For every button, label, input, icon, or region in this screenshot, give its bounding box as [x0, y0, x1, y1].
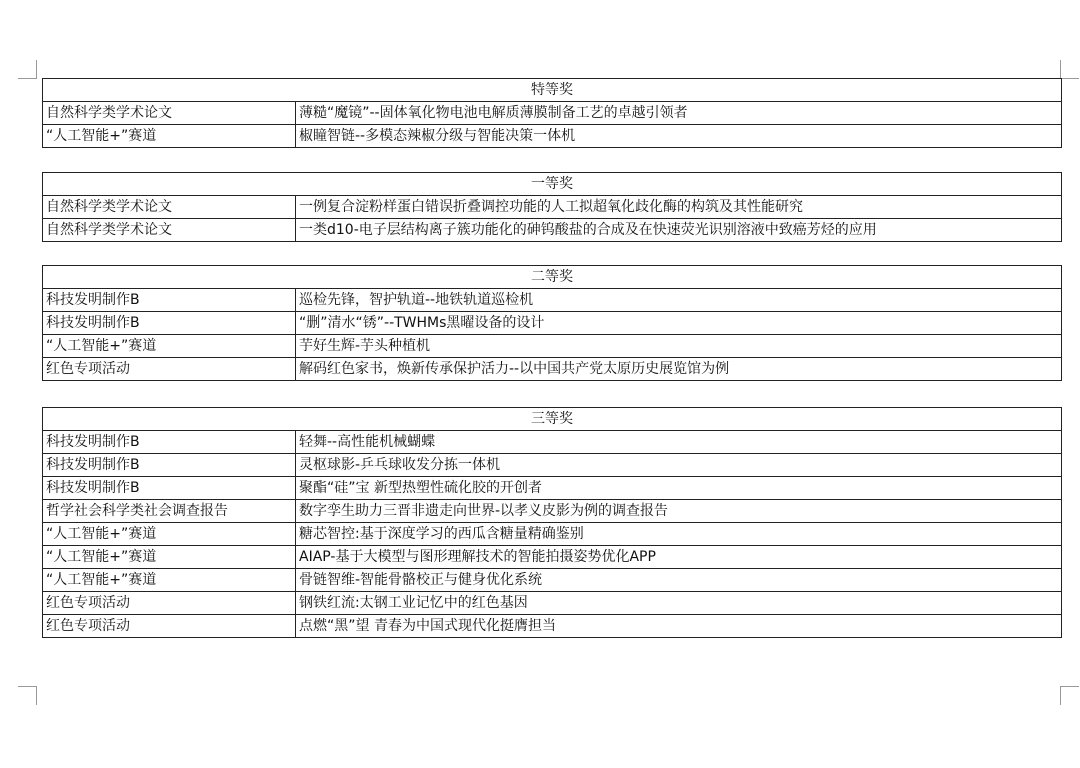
- award-level-title: 特等奖: [43, 79, 1062, 102]
- category-cell: 自然科学类学术论文: [43, 219, 296, 242]
- table-row: [43, 615, 1062, 638]
- project-cell: 钢铁红流:太钢工业记忆中的红色基因: [296, 592, 1062, 615]
- award-header-row: [43, 173, 1062, 196]
- award-level-title: 二等奖: [43, 266, 1062, 289]
- award-table: [42, 172, 1062, 242]
- category-cell: 科技发明制作B: [43, 454, 296, 477]
- category-cell: 自然科学类学术论文: [43, 102, 296, 125]
- award-table: [42, 78, 1062, 148]
- project-cell: 数字孪生助力三晋非遗走向世界-以孝义皮影为例的调查报告: [296, 500, 1062, 523]
- project-cell: “删”清水“锈”--TWHMs黑曜设备的设计: [296, 312, 1062, 335]
- project-cell: 点燃“黑”望 青春为中国式现代化挺膺担当: [296, 615, 1062, 638]
- project-cell: 一例复合淀粉样蛋白错误折叠调控功能的人工拟超氧化歧化酶的构筑及其性能研究: [296, 196, 1062, 219]
- project-cell: 薄糙“魔镜”--固体氧化物电池电解质薄膜制备工艺的卓越引领者: [296, 102, 1062, 125]
- table-row: [43, 335, 1062, 358]
- project-cell: 芋好生辉-芋头种植机: [296, 335, 1062, 358]
- page-corner-mark-top-right: [1060, 60, 1079, 79]
- project-cell: 巡检先锋，智护轨道--地铁轨道巡检机: [296, 289, 1062, 312]
- category-cell: “人工智能+”赛道: [43, 125, 296, 148]
- table-row: [43, 219, 1062, 242]
- project-cell: 聚酯“硅”宝 新型热塑性硫化胶的开创者: [296, 477, 1062, 500]
- page-corner-mark-bottom-left: [18, 686, 37, 705]
- category-cell: “人工智能+”赛道: [43, 569, 296, 592]
- table-row: [43, 196, 1062, 219]
- category-cell: “人工智能+”赛道: [43, 546, 296, 569]
- table-row: [43, 431, 1062, 454]
- category-cell: 科技发明制作B: [43, 477, 296, 500]
- award-header-row: [43, 408, 1062, 431]
- table-row: [43, 312, 1062, 335]
- category-cell: 红色专项活动: [43, 592, 296, 615]
- page-corner-mark-top-left: [18, 60, 37, 79]
- table-row: [43, 125, 1062, 148]
- category-cell: 红色专项活动: [43, 615, 296, 638]
- award-header-row: [43, 266, 1062, 289]
- table-row: [43, 592, 1062, 615]
- table-row: [43, 289, 1062, 312]
- table-row: [43, 358, 1062, 381]
- award-level-title: 三等奖: [43, 408, 1062, 431]
- project-cell: 灵枢球影-乒乓球收发分拣一体机: [296, 454, 1062, 477]
- award-level-title: 一等奖: [43, 173, 1062, 196]
- category-cell: 自然科学类学术论文: [43, 196, 296, 219]
- project-cell: 椒瞳智链--多模态辣椒分级与智能决策一体机: [296, 125, 1062, 148]
- award-table: [42, 265, 1062, 381]
- project-cell: 解码红色家书，焕新传承保护活力--以中国共产党太原历史展览馆为例: [296, 358, 1062, 381]
- category-cell: 科技发明制作B: [43, 289, 296, 312]
- category-cell: 科技发明制作B: [43, 312, 296, 335]
- award-header-row: [43, 79, 1062, 102]
- category-cell: “人工智能+”赛道: [43, 335, 296, 358]
- project-cell: 一类d10-电子层结构离子簇功能化的砷钨酸盐的合成及在快速荧光识别溶液中致癌芳烃的应用: [296, 219, 1062, 242]
- table-row: [43, 477, 1062, 500]
- page-corner-mark-bottom-right: [1060, 686, 1079, 705]
- table-row: [43, 102, 1062, 125]
- category-cell: 红色专项活动: [43, 358, 296, 381]
- table-row: [43, 546, 1062, 569]
- category-cell: 科技发明制作B: [43, 431, 296, 454]
- table-row: [43, 569, 1062, 592]
- project-cell: 轻舞--高性能机械蝴蝶: [296, 431, 1062, 454]
- table-row: [43, 500, 1062, 523]
- category-cell: “人工智能+”赛道: [43, 523, 296, 546]
- table-row: [43, 523, 1062, 546]
- project-cell: AIAP-基于大模型与图形理解技术的智能拍摄姿势优化APP: [296, 546, 1062, 569]
- project-cell: 骨链智维-智能骨骼校正与健身优化系统: [296, 569, 1062, 592]
- category-cell: 哲学社会科学类社会调查报告: [43, 500, 296, 523]
- project-cell: 糖芯智控:基于深度学习的西瓜含糖量精确鉴别: [296, 523, 1062, 546]
- award-table: [42, 407, 1062, 638]
- table-row: [43, 454, 1062, 477]
